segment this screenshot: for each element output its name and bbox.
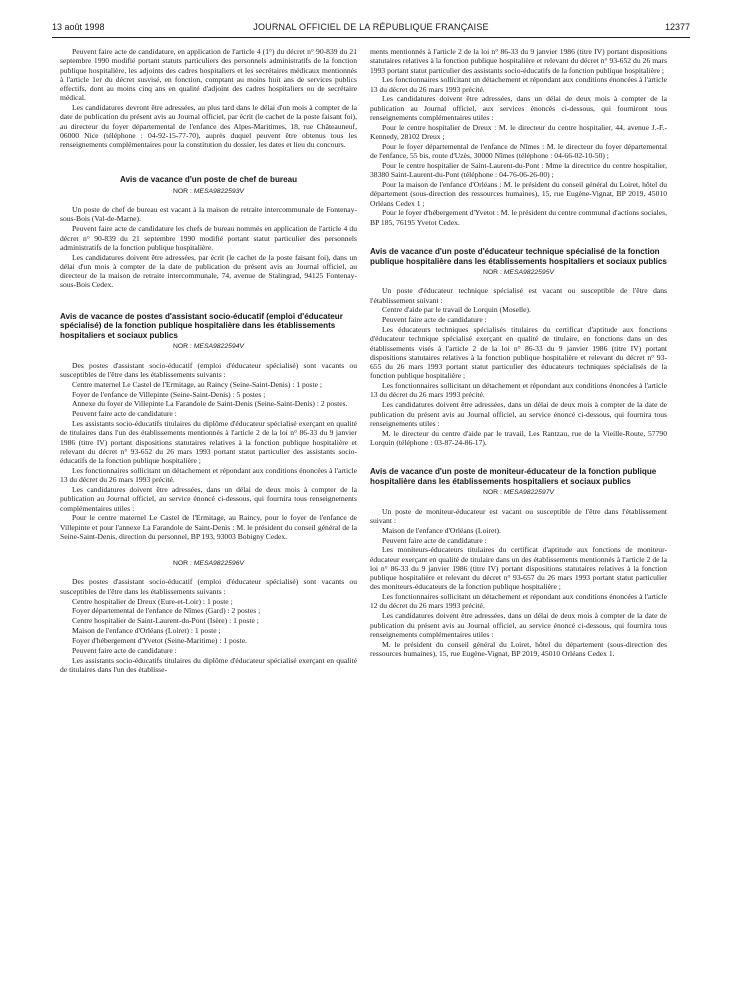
paragraph: Peuvent faire acte de candidature : [72,409,177,419]
paragraph: Pour le centre maternel Le Castel de l'Ermitage, au Raincy, pour le foyer de l'enfance de Villepinte et pour l'annexe La Farandole de Saint-Denis : M. le président du conseil général de la Seine-Saint-Denis, direction du personnel, BP 193, 93003 Bobigny Cedex. [60,513,357,541]
page-header [52,22,690,36]
paragraph: Maison de l'enfance d'Orléans (Loiret). [382,525,501,535]
paragraph: Pour le centre hospitalier de Dreux : M. le directeur du centre hospitalier, 44, avenue J.-F.-Kennedy, 28102 Dreux ; [370,122,667,142]
paragraph: Foyer départemental de l'enfance de Nîmes (Gard) : 2 postes ; [72,606,261,616]
paragraph: Centre d'aide par le travail de Lorquin (Moselle). [382,305,531,315]
paragraph: Les moniteurs-éducateurs titulaires du certificat d'aptitude aux fonctions de moniteur-éducateur exerçant en qualité de titulaire dans un des établissements mentionnés à l'article 2 de la loi n° 86-33 du 9 janvier 1986 (titre IV) portant dispositions statutaires relatives à la fonction publique hospitalière et relevant du décret n° 93-657 du 26 mars 1993 portant statut particulier des moniteurs-éducateurs de la fonction publique hospitalière ; [370,545,667,592]
paragraph: Un poste de moniteur-éducateur est vacant ou susceptible de l'être dans l'établissement suivant : [370,506,667,525]
paragraph: Centre hospitalier de Dreux (Eure-et-Loir) : 1 poste ; [72,596,233,606]
paragraph: Peuvent faire acte de candidature les chefs de bureau nommés en application de l'article 4 du décret n° 90-839 du 21 septembre 1990 modifié portant statut particulier des personnels administratifs de la fonction publique hospitalière. [60,224,357,252]
header-rule [52,37,690,38]
paragraph: Les fonctionnaires sollicitant un détachement et répondant aux conditions énoncées à l'article 13 du décret du 26 mars 1993 précité. [60,465,357,485]
paragraph: Les candidatures doivent être adressées, dans un délai de deux mois à compter de la publication au Journal officiel, aux services énoncés ci-dessous, qui fourniront tous renseignements complémentaires utiles : [370,94,667,122]
paragraph: Les éducateurs techniques spécialisés titulaires du certificat d'aptitude aux fonctions d'éducateur technique spécialisé exerçant en qualité de titulaire, en fonctions dans un des établissements visés à l'article 2 de la loi n° 86-33 du 9 janvier 1986 (titre IV) portant dispositions statutaires relatives à la fonction publique hospitalière et relevant du décret n° 93-655 du 26 mars 1993 portant statut particulier des éducateurs techniques spécialisés de la fonction publique hospitalière ; [370,325,667,381]
paragraph: Peuvent faire acte de candidature : [382,315,487,325]
notice-title: Avis de vacance d'un poste de moniteur-éducateur de la fonction publique hospitalière dans les établissements hospitaliers et sociaux publics [370,467,657,486]
paragraph: Les candidatures doivent être adressées, dans un délai de deux mois à compter de la publication au Journal officiel, au service énoncé ci-dessous, qui fournira tous renseignements complémentaires utiles : [60,485,357,513]
paragraph: Des postes d'assistant socio-éducatif (emploi d'éducateur spécialisé) sont vacants ou susceptibles de l'être dans les établissements suivants : [60,360,357,379]
paragraph: Les candidatures doivent être adressées, dans un délai de deux mois à compter de la date de publication du présent avis au Journal officiel, au service énoncé ci-dessous, qui fournira tous renseignements utiles : [370,400,667,428]
paragraph: Des postes d'assistant socio-éducatif (emploi d'éducateur spécialisé) sont vacants ou susceptibles de l'être dans les établissements suivants : [60,577,357,596]
nor-reference: NOR : MESA9822595V [482,269,555,277]
paragraph: Les candidatures doivent être adressées, dans un délai de deux mois à compter de la date de publication du présent avis au Journal officiel, au service énoncé ci-dessous, qui fournira tous renseignements complémentaires utiles : [370,611,667,639]
nor-reference: NOR : MESA9822596V [172,560,245,568]
paragraph: Foyer d'hébergement d'Yvetot (Seine-Maritime) : 1 poste. [72,635,247,645]
paragraph: Peuvent faire acte de candidature, en application de l'article 4 (1°) du décret n° 90-839 du 21 septembre 1990 modifié portant statuts particuliers des personnels administratifs de la fonction publique hospitalière, les adjoints des cadres hospitaliers et les secrétaires médicaux mentionnés à l'article 1er du décret susvisé, en fonction, comptant au moins huit ans de services publics effectifs, dont au moins cinq ans en qualité d'adjoint des cadres hospitaliers ou de secrétaire médical. [60,47,357,103]
paragraph: Maison de l'enfance d'Orléans (Loiret) : 1 poste ; [72,626,221,636]
paragraph: Un poste de chef de bureau est vacant à la maison de retraite intercommunale de Fontenay-sous-Bois (Val-de-Marne). [60,205,357,224]
notice-title: Avis de vacance d'un poste de chef de bureau [119,175,298,185]
paragraph: Les candidatures devront être adressées, au plus tard dans le délai d'un mois à compter de la date de publication du présent avis au Journal officiel, par écrit (le cachet de la poste faisant foi), au directeur du foyer départemental de l'enfance des Alpes-Maritimes, 18, rue Châteauneuf, 06000 Nice (téléphone : 04-92-15-77-70), auprès duquel peuvent être obtenus tous les renseignements complémentaires pour la constitution du dossier, les dates et lieu du concours. [60,103,357,150]
paragraph: Pour le foyer d'hébergement d'Yvetot : M. le président du centre communal d'actions sociales, BP 185, 76195 Yvetot Cedex. [370,208,667,227]
paragraph: Pour la maison de l'enfance d'Orléans : M. le président du conseil général du Loiret, hôtel du département (sous-direction des ressources humaines), 15, rue Eugène-Vignat, BP 2019, 45010 Orléans Cedex 1 ; [370,180,667,208]
issue-date: 13 août 1998 [52,22,105,32]
paragraph: Les assistants socio-éducatifs titulaires du diplôme d'éducateur spécialisé exerçant en qualité de titulaires dans l'un des établisse- [60,655,357,674]
paragraph: Pour le foyer départemental de l'enfance de Nîmes : M. le directeur du foyer départemental de l'enfance, 55 bis, route d'Uzès, 30000 Nîmes (téléphone : 04-66-02-10-50) ; [370,141,667,161]
notice-title: Avis de vacance d'un poste d'éducateur technique spécialisé de la fonction publique hospitalière dans les établissements hospitaliers et sociaux publics [370,246,667,266]
paragraph: Les fonctionnaires sollicitant un détachement et répondant aux conditions énoncées à l'article 13 du décret du 26 mars 1993 précité. [370,381,667,400]
paragraph: Peuvent faire acte de candidature : [382,535,487,545]
page-number: 12377 [664,22,690,32]
paragraph: Peuvent faire acte de candidature : [72,645,177,655]
paragraph: Pour le centre hospitalier de Saint-Laurent-du-Pont : Mme la directrice du centre hospitalier, 38380 Saint-Laurent-du-Pont (téléphone : 04-76-06-26-00) ; [370,160,667,180]
nor-reference: NOR : MESA9822594V [172,343,245,351]
paragraph: Foyer de l'enfance de Villepinte (Seine-Saint-Denis) : 5 postes ; [72,389,266,399]
notice-title: Avis de vacance de postes d'assistant socio-éducatif (emploi d'éducateur spécialisé) de la fonction publique hospitalière dans les établissements hospitaliers et sociaux publics [60,311,343,340]
paragraph: M. le directeur du centre d'aide par le travail, Les Rantzau, rue de la Vieille-Route, 57790 Lorquin (téléphone : 03-87-24-86-17). [370,428,667,447]
right-column [370,47,667,982]
paragraph: Centre hospitalier de Saint-Laurent-du-Pont (Isère) : 1 poste ; [72,616,259,626]
paragraph: Les candidatures doivent être adressées, par écrit (le cachet de la poste faisant foi), dans un délai d'un mois à compter de la date de publication du présent avis au Journal officiel, au directeur de la maison de retraite intercommunale, 74, avenue de Stalingrad, 94125 Fontenay-sous-Bois Cedex. [60,252,357,290]
nor-reference: NOR : MESA9822597V [482,489,555,497]
nor-reference: NOR : MESA9822593V [172,187,245,195]
paragraph: Annexe du foyer de Villepinte La Farandole de Saint-Denis (Seine-Saint-Denis) : 2 postes. [72,399,348,409]
journal-title: JOURNAL OFFICIEL DE LA RÉPUBLIQUE FRANÇAISE [253,22,489,32]
paragraph: Les assistants socio-éducatifs titulaires du diplôme d'éducateur spécialisé exerçant en qualité de titulaires dans l'un des établissements mentionnés à l'article 2 de la loi n° 86-33 du 9 janvier 1986 (titre IV) portant dispositions statutaires relatives à la fonction publique hospitalière et relevant du décret n° 93-652 du 26 mars 1993 portant statut particulier des assistants socio-éducatifs de la fonction publique hospitalière ; [60,419,357,466]
paragraph: Un poste d'éducateur technique spécialisé est vacant ou susceptible de l'être dans l'établissement suivant : [370,286,667,305]
paragraph: Les fonctionnaires sollicitant un détachement et répondant aux conditions énoncées à l'article 12 du décret du 26 mars 1993 précité. [370,592,667,611]
paragraph: Les fonctionnaires sollicitant un détachement et répondant aux conditions énoncées à l'article 13 du décret du 26 mars 1993 précité. [370,75,667,94]
left-column [60,47,357,982]
paragraph: ments mentionnés à l'article 2 de la loi n° 86-33 du 9 janvier 1986 (titre IV) portant dispositions statutaires relatives à la fonction publique hospitalière et relevant du décret n° 93-652 du 26 mars 1993 portant statut particulier des assistants socio-éducatifs de la fonction publique hospitalière ; [370,47,667,75]
paragraph: Centre maternel Le Castel de l'Ermitage, au Raincy (Seine-Saint-Denis) : 1 poste ; [72,379,322,389]
paragraph: M. le président du conseil général du Loiret, hôtel du département (sous-direction des ressources humaines), 15, rue Eugène-Vignat, BP 2019, 45010 Orléans Cedex 1. [370,639,667,658]
